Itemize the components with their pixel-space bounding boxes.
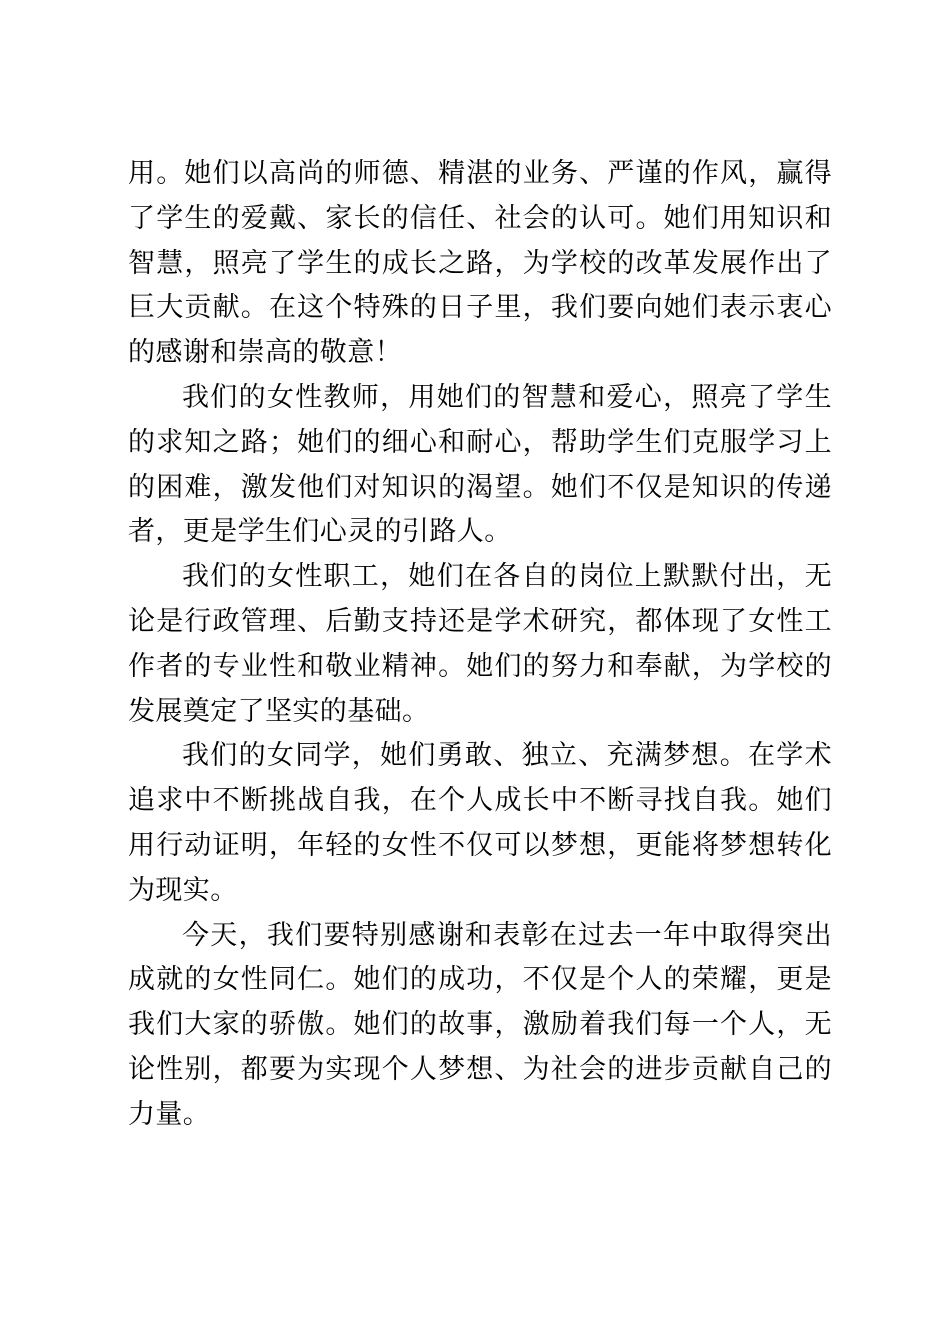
paragraph-continuation: 用。她们以高尚的师德、精湛的业务、严谨的作风，赢得了学生的爱戴、家长的信任、社会的认可。她们用知识和智慧，照亮了学生的成长之路，为学校的改革发展作出了巨大贡献。在这个特殊的日子里，我们要向她们表示衷心的感谢和崇高的敬意！ — [128, 158, 832, 369]
document-page — [128, 152, 832, 1138]
paragraph-recognition: 今天，我们要特别感谢和表彰在过去一年中取得突出成就的女性同仁。她们的成功，不仅是个人的荣耀，更是我们大家的骄傲。她们的故事，激励着我们每一个人，无论性别，都要为实现个人梦想、为社会的进步贡献自己的力量。 — [128, 919, 832, 1130]
paragraph-female-teachers: 我们的女性教师，用她们的智慧和爱心，照亮了学生的求知之路；她们的细心和耐心，帮助学生们克服学习上的困难，激发他们对知识的渴望。她们不仅是知识的传递者，更是学生们心灵的引路人。 — [128, 381, 832, 548]
paragraph-female-staff: 我们的女性职工，她们在各自的岗位上默默付出，无论是行政管理、后勤支持还是学术研究，都体现了女性工作者的专业性和敬业精神。她们的努力和奉献，为学校的发展奠定了坚实的基础。 — [128, 561, 832, 727]
paragraph-female-students: 我们的女同学，她们勇敢、独立、充满梦想。在学术追求中不断挑战自我，在个人成长中不断寻找自我。她们用行动证明，年轻的女性不仅可以梦想，更能将梦想转化为现实。 — [128, 740, 832, 906]
